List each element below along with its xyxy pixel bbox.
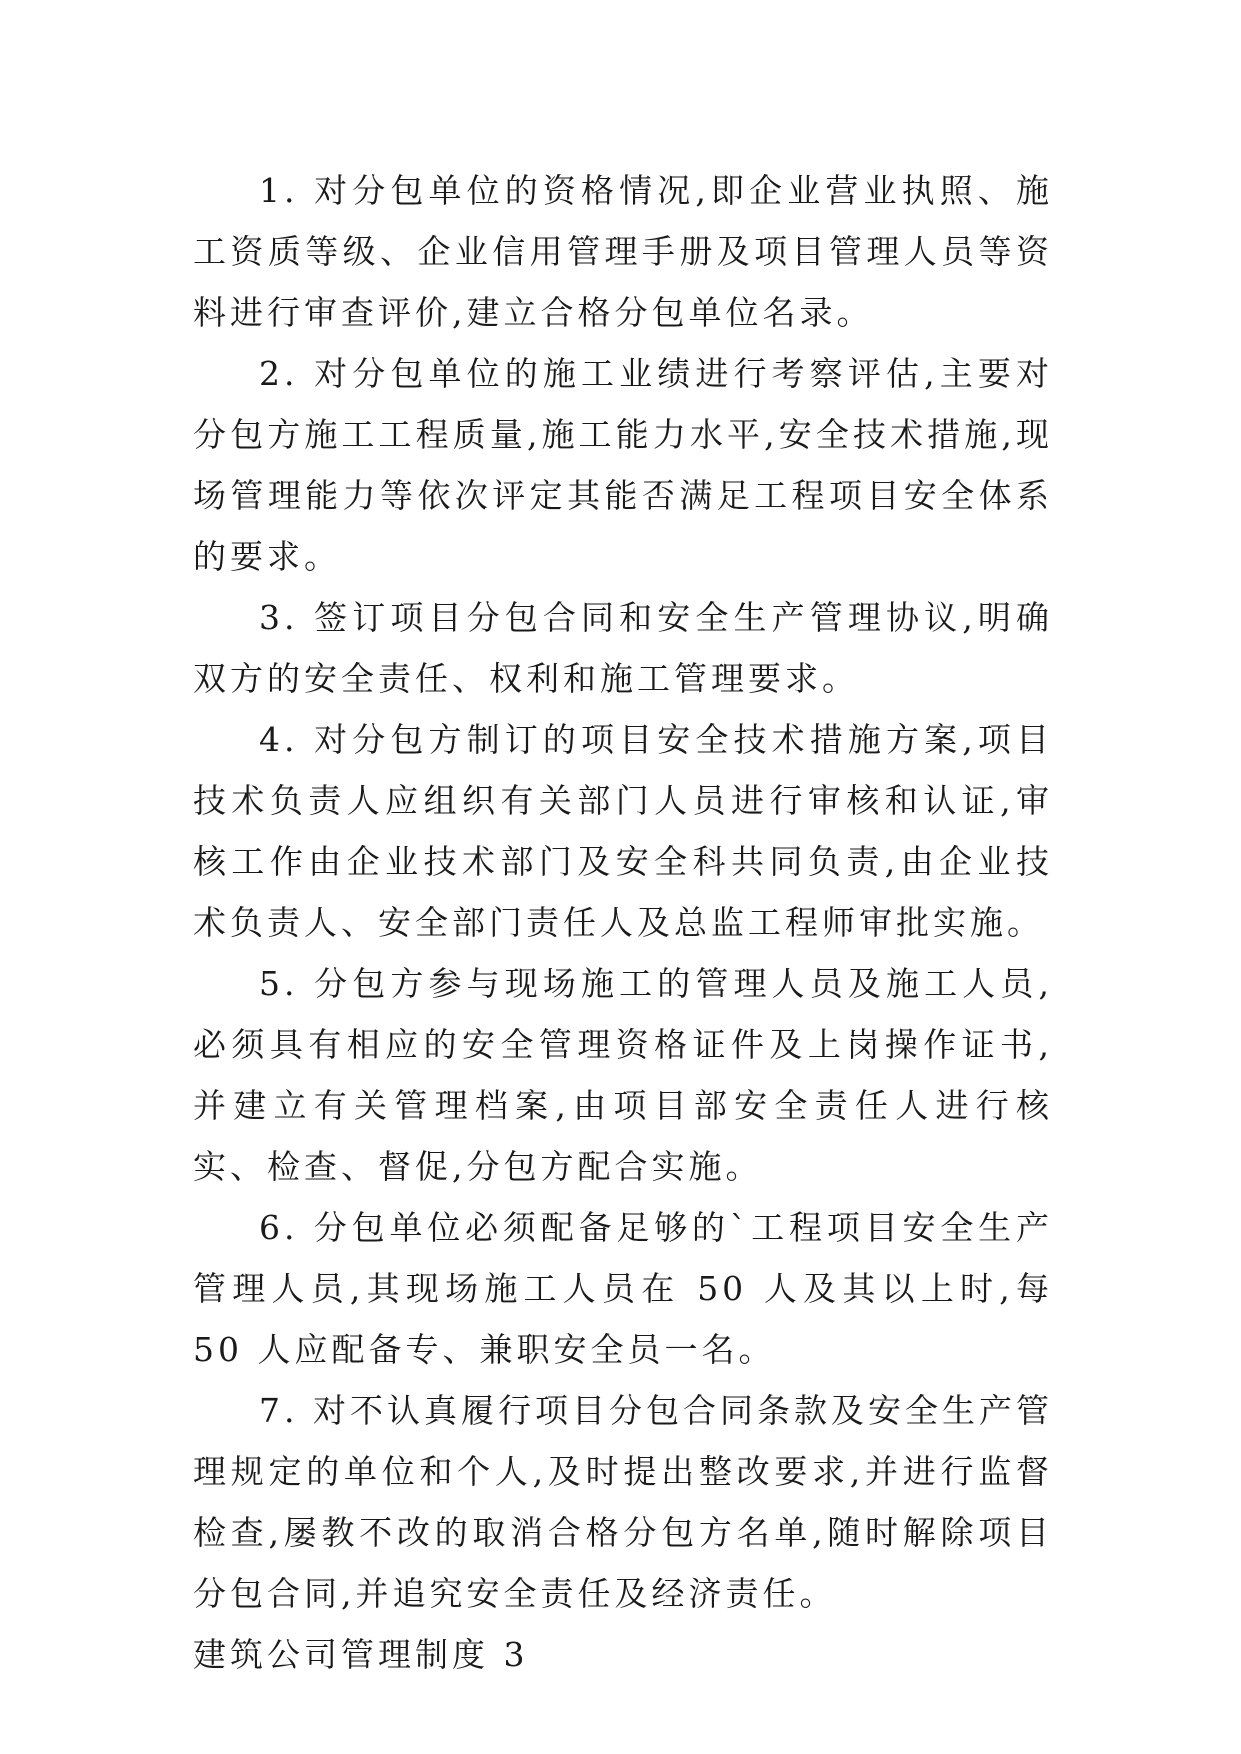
paragraph-5: 5. 分包方参与现场施工的管理人员及施工人员,必须具有相应的安全管理资格证件及上岗操作证书,并建立有关管理档案,由项目部安全责任人进行核实、检查、督促,分包方配合实施。 — [193, 964, 1053, 1186]
paragraph-6: 6. 分包单位必须配备足够的`工程项目安全生产管理人员,其现场施工人员在 50 人及其以上时,每 50 人应配备专、兼职安全员一名。 — [193, 1208, 1053, 1369]
paragraph-3: 3. 签订项目分包合同和安全生产管理协议,明确双方的安全责任、权利和施工管理要求。 — [193, 598, 1053, 698]
paragraph-2: 2. 对分包单位的施工业绩进行考察评估,主要对分包方施工工程质量,施工能力水平,安全技术措施,现场管理能力等依次评定其能否满足工程项目安全体系的要求。 — [193, 354, 1053, 576]
paragraph-4: 4. 对分包方制订的项目安全技术措施方案,项目技术负责人应组织有关部门人员进行审核和认证,审核工作由企业技术部门及安全科共同负责,由企业技术负责人、安全部门责任人及总监工程师审批实施。 — [193, 720, 1053, 942]
paragraph-1: 1. 对分包单位的资格情况,即企业营业执照、施工资质等级、企业信用管理手册及项目管理人员等资料进行审查评价,建立合格分包单位名录。 — [193, 171, 1053, 332]
document-body — [193, 160, 1053, 1685]
section-heading: 建筑公司管理制度 3 — [193, 1635, 529, 1674]
paragraph-7: 7. 对不认真履行项目分包合同条款及安全生产管理规定的单位和个人,及时提出整改要求,并进行监督检查,屡教不改的取消合格分包方名单,随时解除项目分包合同,并追究安全责任及经济责任。 — [193, 1391, 1053, 1613]
